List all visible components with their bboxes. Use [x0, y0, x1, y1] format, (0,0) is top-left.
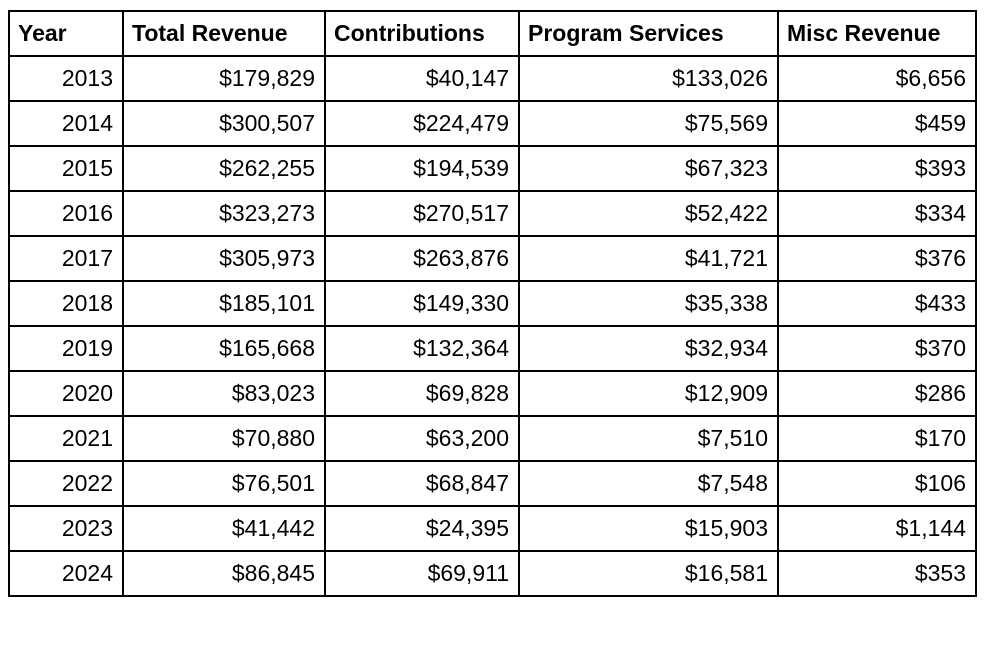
table-row: [9, 416, 976, 461]
year-cell: 2013: [9, 56, 123, 101]
table-row: [9, 236, 976, 281]
value-cell: $35,338: [519, 281, 778, 326]
year-cell: 2014: [9, 101, 123, 146]
column-header-year: Year: [9, 11, 123, 56]
year-cell: 2015: [9, 146, 123, 191]
year-cell: 2022: [9, 461, 123, 506]
table-row: [9, 101, 976, 146]
year-cell: 2021: [9, 416, 123, 461]
table-row: [9, 191, 976, 236]
value-cell: $370: [778, 326, 976, 371]
value-cell: $376: [778, 236, 976, 281]
value-cell: $194,539: [325, 146, 519, 191]
value-cell: $24,395: [325, 506, 519, 551]
year-cell: 2018: [9, 281, 123, 326]
value-cell: $15,903: [519, 506, 778, 551]
value-cell: $224,479: [325, 101, 519, 146]
column-header-misc-revenue: Misc Revenue: [778, 11, 976, 56]
column-header-contributions: Contributions: [325, 11, 519, 56]
value-cell: $41,442: [123, 506, 325, 551]
value-cell: $270,517: [325, 191, 519, 236]
table-row: [9, 371, 976, 416]
value-cell: $165,668: [123, 326, 325, 371]
year-cell: 2019: [9, 326, 123, 371]
table-row: [9, 56, 976, 101]
value-cell: $86,845: [123, 551, 325, 596]
value-cell: $170: [778, 416, 976, 461]
header-row: [9, 11, 976, 56]
value-cell: $179,829: [123, 56, 325, 101]
year-cell: 2020: [9, 371, 123, 416]
year-cell: 2016: [9, 191, 123, 236]
value-cell: $300,507: [123, 101, 325, 146]
value-cell: $323,273: [123, 191, 325, 236]
value-cell: $16,581: [519, 551, 778, 596]
value-cell: $41,721: [519, 236, 778, 281]
table-row: [9, 281, 976, 326]
value-cell: $133,026: [519, 56, 778, 101]
value-cell: $459: [778, 101, 976, 146]
table-row: [9, 326, 976, 371]
column-header-program-services: Program Services: [519, 11, 778, 56]
value-cell: $262,255: [123, 146, 325, 191]
value-cell: $63,200: [325, 416, 519, 461]
column-header-total-revenue: Total Revenue: [123, 11, 325, 56]
value-cell: $52,422: [519, 191, 778, 236]
table-row: [9, 146, 976, 191]
value-cell: $69,911: [325, 551, 519, 596]
value-cell: $75,569: [519, 101, 778, 146]
value-cell: $286: [778, 371, 976, 416]
value-cell: $393: [778, 146, 976, 191]
table-row: [9, 506, 976, 551]
value-cell: $263,876: [325, 236, 519, 281]
year-cell: 2024: [9, 551, 123, 596]
value-cell: $6,656: [778, 56, 976, 101]
value-cell: $40,147: [325, 56, 519, 101]
value-cell: $70,880: [123, 416, 325, 461]
value-cell: $334: [778, 191, 976, 236]
table-row: [9, 461, 976, 506]
value-cell: $1,144: [778, 506, 976, 551]
value-cell: $67,323: [519, 146, 778, 191]
value-cell: $32,934: [519, 326, 778, 371]
table-body: [9, 56, 976, 596]
value-cell: $185,101: [123, 281, 325, 326]
table-row: [9, 551, 976, 596]
value-cell: $305,973: [123, 236, 325, 281]
value-cell: $106: [778, 461, 976, 506]
value-cell: $7,510: [519, 416, 778, 461]
value-cell: $83,023: [123, 371, 325, 416]
value-cell: $68,847: [325, 461, 519, 506]
value-cell: $433: [778, 281, 976, 326]
value-cell: $149,330: [325, 281, 519, 326]
value-cell: $132,364: [325, 326, 519, 371]
value-cell: $7,548: [519, 461, 778, 506]
year-cell: 2017: [9, 236, 123, 281]
revenue-table: [8, 10, 977, 597]
year-cell: 2023: [9, 506, 123, 551]
value-cell: $12,909: [519, 371, 778, 416]
value-cell: $69,828: [325, 371, 519, 416]
value-cell: $353: [778, 551, 976, 596]
value-cell: $76,501: [123, 461, 325, 506]
table-header: [9, 11, 976, 56]
